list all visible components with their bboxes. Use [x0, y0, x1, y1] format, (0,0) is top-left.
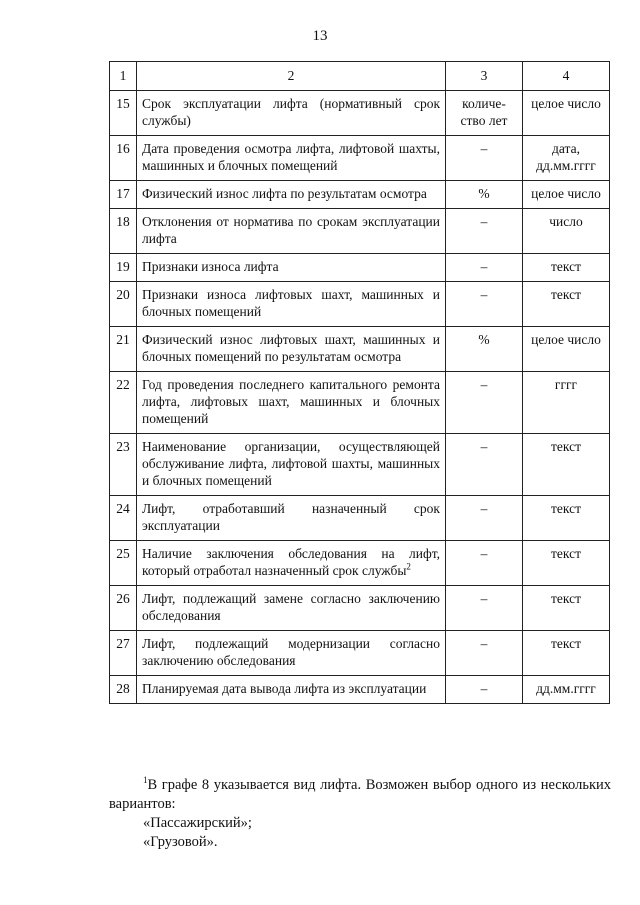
row-unit [446, 181, 523, 209]
row-number-text: 26 [116, 591, 130, 606]
row-number-text: 15 [116, 96, 130, 111]
row-unit-text: – [480, 546, 488, 561]
row-unit [446, 541, 523, 586]
row-description [137, 254, 446, 282]
row-unit [446, 254, 523, 282]
row-description-text: Лифт, подлежащий замене согласно заключению обследования [142, 591, 440, 623]
row-description [137, 434, 446, 496]
row-data-type-text: текст [550, 636, 581, 651]
row-data-type-text: дд.мм.гггг [536, 681, 596, 696]
row-number [110, 181, 137, 209]
row-description [137, 676, 446, 704]
row-data-type-text: текст [550, 501, 581, 516]
row-description-text: Физический износ лифта по результатам осмотра [142, 186, 427, 201]
header-cell: 2 [137, 62, 446, 91]
row-data-type-text: целое число [531, 332, 601, 347]
row-number-text: 19 [116, 259, 130, 274]
row-unit-text: – [480, 287, 488, 302]
row-number [110, 631, 137, 676]
table-row [110, 181, 610, 209]
table-header-row [110, 62, 610, 91]
row-unit [446, 434, 523, 496]
row-data-type [523, 209, 610, 254]
row-description [137, 372, 446, 434]
row-description [137, 327, 446, 372]
attributes-table [109, 61, 610, 704]
row-unit-text: – [480, 439, 488, 454]
row-data-type-text: дата, дд.мм.гггг [536, 141, 596, 173]
row-number [110, 254, 137, 282]
row-number-text: 22 [116, 377, 130, 392]
row-unit [446, 496, 523, 541]
row-data-type [523, 91, 610, 136]
footnote-text [109, 776, 611, 814]
row-unit-text: – [480, 141, 488, 156]
row-number [110, 676, 137, 704]
row-description [137, 496, 446, 541]
row-data-type [523, 181, 610, 209]
page-number: 13 [312, 28, 328, 44]
row-unit-text: – [480, 591, 488, 606]
footnote-marker: 1 [143, 775, 148, 786]
row-unit-text: количе-ство лет [460, 96, 508, 128]
row-unit [446, 282, 523, 327]
table-row [110, 91, 610, 136]
row-description [137, 586, 446, 631]
row-number [110, 282, 137, 327]
row-data-type-text: целое число [531, 186, 601, 201]
row-number-text: 27 [116, 636, 130, 651]
header-cell: 1 [110, 62, 137, 91]
row-unit-text: – [480, 501, 488, 516]
row-unit-text: – [480, 214, 488, 229]
row-number-text: 17 [116, 186, 130, 201]
row-description [137, 181, 446, 209]
footnote-option: «Пассажирский»; [143, 815, 252, 831]
row-unit [446, 631, 523, 676]
row-data-type [523, 541, 610, 586]
row-description [137, 282, 446, 327]
table-row [110, 327, 610, 372]
table-row [110, 254, 610, 282]
row-description-text: Отклонения от норматива по срокам эксплуатации лифта [142, 214, 440, 246]
row-description-text: Срок эксплуатации лифта (нормативный срок службы) [142, 96, 440, 128]
row-data-type [523, 372, 610, 434]
row-number-text: 24 [116, 501, 130, 516]
row-unit [446, 327, 523, 372]
table-row [110, 541, 610, 586]
row-number-text: 16 [116, 141, 130, 156]
footnote-body: В графе 8 указывается вид лифта. Возможен выбор одного из нескольких вариантов: [109, 777, 611, 812]
row-description [137, 136, 446, 181]
row-number-text: 20 [116, 287, 130, 302]
row-data-type [523, 496, 610, 541]
row-unit [446, 91, 523, 136]
table-row [110, 586, 610, 631]
row-number [110, 541, 137, 586]
row-description [137, 631, 446, 676]
row-unit-text: – [480, 259, 488, 274]
header-cell: 4 [523, 62, 610, 91]
row-data-type [523, 254, 610, 282]
row-number-text: 25 [116, 546, 130, 561]
table-row [110, 209, 610, 254]
table-row [110, 136, 610, 181]
row-data-type-text: число [549, 214, 583, 229]
row-data-type-text: текст [550, 591, 581, 606]
row-description-text: Наименование организации, осуществляющей обслуживание лифта, лифтовой шахты, машинных и блочных помещений [142, 439, 440, 488]
row-data-type-text: гггг [554, 377, 578, 392]
row-unit [446, 209, 523, 254]
row-description-text: Признаки износа лифтовых шахт, машинных и блочных помещений [142, 287, 440, 319]
row-data-type [523, 586, 610, 631]
row-data-type [523, 676, 610, 704]
row-data-type-text: текст [550, 546, 581, 561]
row-data-type-text: текст [550, 287, 581, 302]
row-description-text: Лифт, подлежащий модернизации согласно заключению обследования [142, 636, 440, 668]
row-data-type [523, 434, 610, 496]
table-row [110, 282, 610, 327]
row-description-text: Год проведения последнего капитального ремонта лифта, лифтовых шахт, машинных и блочных помещений [142, 377, 440, 426]
row-number [110, 209, 137, 254]
row-number [110, 327, 137, 372]
row-data-type [523, 327, 610, 372]
row-description-text: Планируемая дата вывода лифта из эксплуатации [142, 681, 427, 696]
row-data-type [523, 631, 610, 676]
row-unit [446, 372, 523, 434]
row-unit-text: – [480, 681, 488, 696]
row-unit-text: % [478, 332, 490, 347]
table-row [110, 496, 610, 541]
footnote-option: «Грузовой». [143, 834, 218, 850]
row-number-text: 28 [116, 681, 130, 696]
row-number [110, 372, 137, 434]
table-row [110, 676, 610, 704]
row-description [137, 541, 446, 586]
row-description [137, 91, 446, 136]
table-row [110, 372, 610, 434]
row-number [110, 91, 137, 136]
row-description [137, 209, 446, 254]
row-number-text: 18 [116, 214, 130, 229]
row-description-text: Дата проведения осмотра лифта, лифтовой шахты, машинных и блочных помещений [142, 141, 440, 173]
table-row [110, 631, 610, 676]
row-description-text: Признаки износа лифта [142, 259, 279, 274]
row-data-type-text: текст [550, 439, 581, 454]
footnote [109, 776, 611, 852]
row-unit [446, 676, 523, 704]
row-number [110, 496, 137, 541]
row-number [110, 136, 137, 181]
row-number-text: 23 [116, 439, 130, 454]
row-data-type-text: текст [550, 259, 581, 274]
row-unit-text: – [480, 377, 488, 392]
row-number [110, 586, 137, 631]
row-number-text: 21 [116, 332, 130, 347]
row-description-text: Физический износ лифтовых шахт, машинных и блочных помещений по результатам осмотра [142, 332, 440, 364]
footnote-reference: 2 [406, 561, 411, 572]
row-unit-text: – [480, 636, 488, 651]
row-data-type [523, 136, 610, 181]
header-cell: 3 [446, 62, 523, 91]
row-data-type [523, 282, 610, 327]
row-description-text: Наличие заключения обследования на лифт, который отработал назначенный срок службы [142, 546, 440, 578]
row-data-type-text: целое число [531, 96, 601, 111]
row-number [110, 434, 137, 496]
row-unit [446, 136, 523, 181]
row-unit [446, 586, 523, 631]
row-description-text: Лифт, отработавший назначенный срок эксплуатации [142, 501, 440, 533]
table-row [110, 434, 610, 496]
row-unit-text: % [478, 186, 490, 201]
